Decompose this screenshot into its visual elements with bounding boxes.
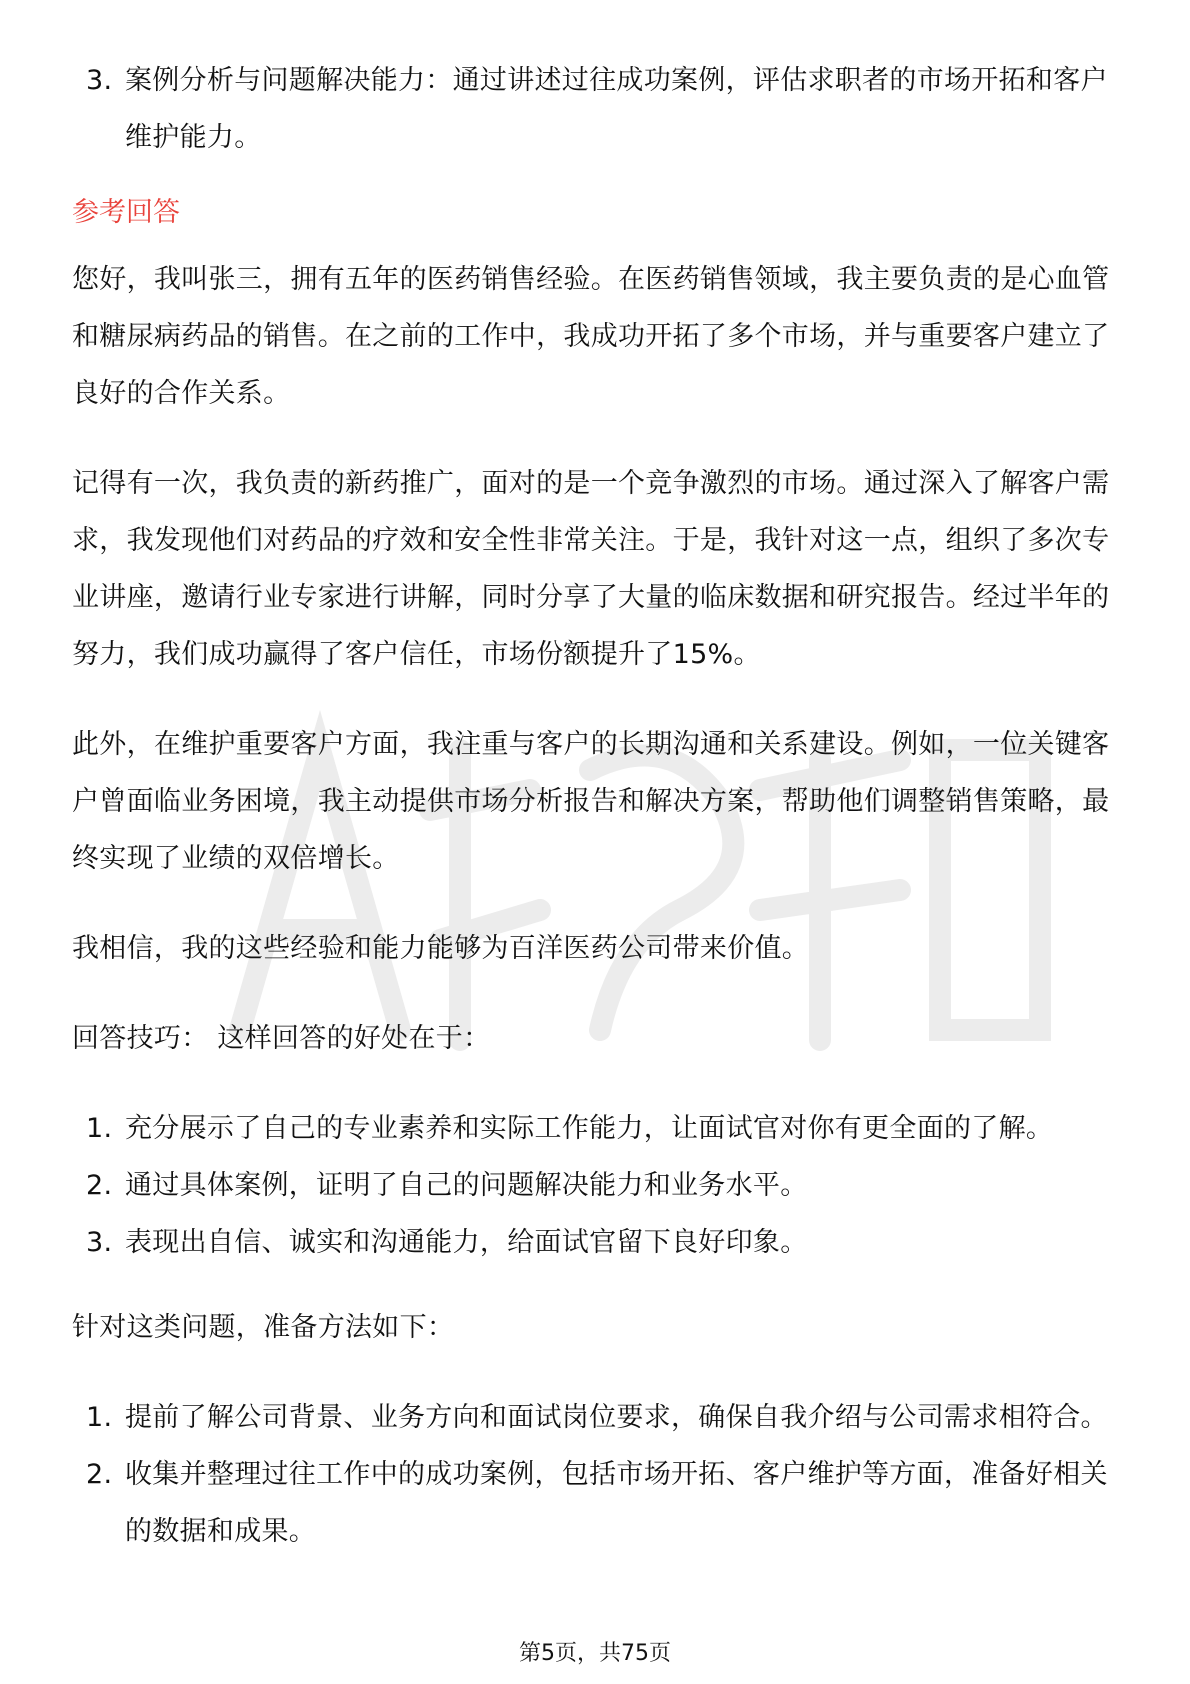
list-number: 1. [86,1113,113,1144]
list-item [72,1446,1117,1560]
list-text: 充分展示了自己的专业素养和实际工作能力，让面试官对你有更全面的了解。 [125,1113,1054,1144]
list-number: 3. [86,65,113,96]
list-text: 通过具体案例，证明了自己的问题解决能力和业务水平。 [125,1170,808,1201]
list-number: 3. [86,1227,113,1258]
tips-intro: 回答技巧： 这样回答的好处在于： [72,1023,491,1054]
answer-paragraph: 我相信，我的这些经验和能力能够为百洋医药公司带来价值。 [72,933,810,964]
list-text: 提前了解公司背景、业务方向和面试岗位要求，确保自我介绍与公司需求相符合。 [125,1402,1108,1433]
content-area [72,52,1117,1588]
preparation-list [72,1389,1117,1560]
page-footer: 第5页，共75页 [519,1641,671,1666]
evaluation-criteria-list [72,52,1117,166]
list-text: 案例分析与问题解决能力：通过讲述过往成功案例，评估求职者的市场开拓和客户维护能力。 [125,65,1108,153]
answer-paragraph: 记得有一次，我负责的新药推广，面对的是一个竞争激烈的市场。通过深入了解客户需求，我发现他们对药品的疗效和安全性非常关注。于是，我针对这一点，组织了多次专业讲座，邀请行业专家进行讲解，同时分享了大量的临床数据和研究报告。经过半年的努力，我们成功赢得了客户信任，市场份额提升了15%。 [72,468,1110,670]
list-text: 表现出自信、诚实和沟通能力，给面试官留下良好印象。 [125,1227,808,1258]
tips-list [72,1100,1117,1271]
list-item [72,1389,1117,1446]
list-item [72,1100,1117,1157]
preparation-intro: 针对这类问题，准备方法如下： [72,1312,455,1343]
list-number: 1. [86,1402,113,1433]
list-text: 收集并整理过往工作中的成功案例，包括市场开拓、客户维护等方面，准备好相关的数据和成果。 [125,1459,1108,1547]
list-number: 2. [86,1170,113,1201]
list-item [72,52,1117,166]
reference-answer-heading: 参考回答 [72,197,180,228]
list-item [72,1214,1117,1271]
list-number: 2. [86,1459,113,1490]
answer-paragraph: 您好，我叫张三，拥有五年的医药销售经验。在医药销售领域，我主要负责的是心血管和糖尿病药品的销售。在之前的工作中，我成功开拓了多个市场，并与重要客户建立了良好的合作关系。 [72,264,1110,409]
list-item [72,1157,1117,1214]
answer-paragraph: 此外，在维护重要客户方面，我注重与客户的长期沟通和关系建设。例如，一位关键客户曾面临业务困境，我主动提供市场分析报告和解决方案，帮助他们调整销售策略，最终实现了业绩的双倍增长。 [72,729,1110,874]
